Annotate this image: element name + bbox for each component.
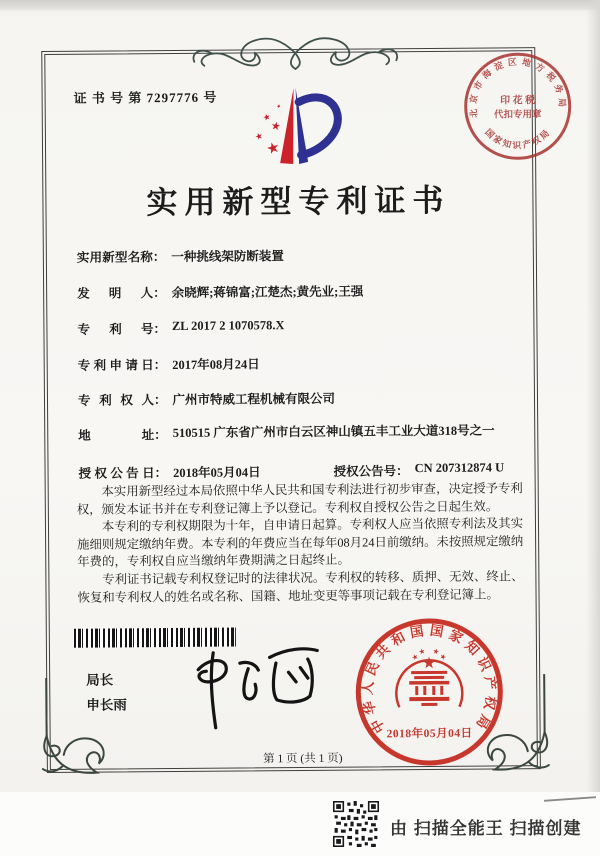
qr-code-icon — [333, 801, 379, 847]
legal-paragraph-3: 专利证书记载专利权登记时的法律状况。专利权的转移、质押、无效、终止、恢复和专利权人的姓名或名称、国籍、地址变更等事项记载在专利登记簿上。 — [77, 569, 524, 605]
field-label: 专利权人 — [77, 393, 155, 408]
sipo-logo-icon — [250, 84, 351, 173]
field-value-patentee: 广州市特威工程机械有限公司 — [172, 391, 336, 408]
national-emblem-icon — [396, 648, 462, 708]
field-value-filing-date: 2017年08月24日 — [172, 357, 260, 373]
stamp-tax-seal-icon — [459, 48, 576, 165]
field-label: 专利申请日 — [77, 358, 154, 373]
field-row-address: 地址： 510515 广东省广州市白云区神山镇五丰工业大道318号之一 — [78, 422, 529, 444]
field-row-patentee: 专利权人： 广州市特威工程机械有限公司 — [78, 389, 335, 409]
field-row-filing-date: 专利申请日： 2017年08月24日 — [78, 354, 260, 373]
seal-ring-text: 中华人民共和国国家知识产权局 — [359, 622, 499, 736]
field-label: 发明人 — [77, 286, 154, 301]
tax-seal-line2: 代扣专用章 — [493, 110, 542, 121]
signer-title: 局长 — [86, 672, 114, 688]
field-value-address: 510515 广东省广州市白云区神山镇五丰工业大道318号之一 — [172, 423, 495, 441]
svg-text:国家知识产权局 — [483, 126, 553, 151]
field-value-grant-number: CN 207312874 U — [414, 460, 505, 476]
field-row-name: 实用新型名称： 一种挑线架防断装置 — [77, 246, 284, 266]
tax-seal-arc-top: 北京市海淀区地方税务局 — [467, 56, 568, 119]
legal-text — [77, 480, 530, 607]
border-top-ornament-icon — [185, 30, 405, 72]
field-label: 地址 — [78, 428, 155, 443]
certificate-title: 实用新型专利证书 — [146, 182, 451, 221]
field-row-inventors: 发明人： 余晓辉;蒋锦富;江楚杰;黄先业;王强 — [77, 281, 363, 301]
field-label: 授权公告日 — [78, 466, 155, 481]
legal-paragraph-1: 本实用新型经过本局依照中华人民共和国专利法进行初步审查，决定授予专利权，颁发本证书并在专利登记簿上予以登记。专利权自授权公告之日起生效。 — [76, 481, 523, 517]
tax-seal-arc-bottom: 国家知识产权局 — [483, 126, 553, 151]
field-row-grant: 授权公告日： 2018年05月04日 授权公告号： CN 207312874 U — [78, 460, 505, 481]
signer-name: 申长雨 — [86, 697, 127, 713]
signature-icon — [177, 638, 333, 734]
signer-block — [86, 667, 127, 717]
field-value-utility-model-name: 一种挑线架防断装置 — [171, 249, 284, 265]
certificate-number: 证 书 号 第 7297776 号 — [73, 89, 218, 106]
photo-edge-artifact — [544, 796, 596, 802]
page-number: 第 1 页 (共 1 页) — [262, 752, 343, 766]
legal-paragraph-2: 本专利的专利权期限为十年，自申请日起算。专利权人应当依照专利法及其实施细则规定缴纳年费。本专利的年费应当在每年08月24日前缴纳。未按照规定缴纳年费的，专利权自应当缴纳年费期满之日起终止。 — [77, 516, 524, 570]
official-seal-icon — [352, 614, 507, 769]
field-label: 授权公告号 — [333, 464, 397, 479]
field-row-patent-number: 专利号： ZL 2017 2 1070578.X — [77, 318, 285, 337]
field-label: 专利号 — [77, 322, 154, 337]
seal-date: 2018年05月04日 — [386, 727, 473, 741]
field-value-grant-date: 2018年05月04日 — [173, 465, 261, 480]
scanner-bar — [0, 792, 600, 856]
field-label: 实用新型名称 — [76, 250, 153, 265]
field-grant-number: 授权公告号： CN 207312874 U — [333, 460, 505, 479]
svg-text:北京市海淀区地方税务局 — [466, 55, 568, 121]
field-value-inventors: 余晓辉;蒋锦富;江楚杰;黄先业;王强 — [171, 284, 364, 301]
tax-seal-line1: 印 花 税 — [500, 95, 536, 107]
field-value-patent-number: ZL 2017 2 1070578.X — [171, 318, 285, 334]
scanner-credit-text: 由 扫描全能王 扫描创建 — [390, 819, 582, 838]
